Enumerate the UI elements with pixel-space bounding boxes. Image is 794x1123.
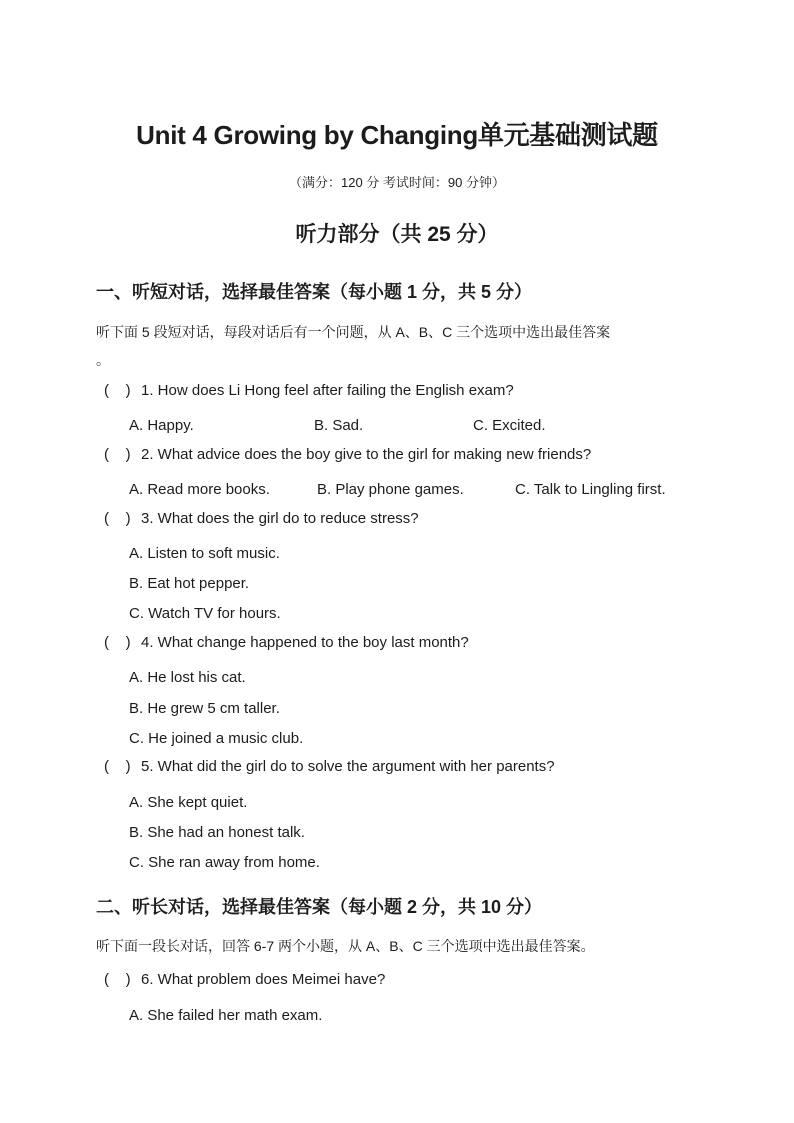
question-6-option-a: A. She failed her math exam.	[129, 1007, 323, 1024]
answer-bracket: ( )	[104, 510, 131, 527]
question-2-option-a: A. Read more books.	[129, 481, 270, 498]
answer-bracket: ( )	[104, 446, 131, 463]
question-3-option-c: C. Watch TV for hours.	[129, 605, 281, 622]
part1-heading: 一、听短对话，选择最佳答案（每小题 1 分，共 5 分）	[96, 282, 533, 302]
question-1: 1. How does Li Hong feel after failing the English exam?	[141, 382, 514, 399]
question-6: 6. What problem does Meimei have?	[141, 971, 386, 988]
part1-instruction: 听下面 5 段短对话，每段对话后有一个问题，从 A、B、C 三个选项中选出最佳答案	[96, 324, 611, 340]
question-2: 2. What advice does the boy give to the girl for making new friends?	[141, 446, 592, 463]
question-3-option-a: A. Listen to soft music.	[129, 545, 280, 562]
part2-heading: 二、听长对话，选择最佳答案（每小题 2 分，共 10 分）	[96, 897, 543, 917]
exam-info: （满分：120 分 考试时间：90 分钟）	[289, 175, 505, 190]
question-2-option-b: B. Play phone games.	[317, 481, 464, 498]
answer-bracket: ( )	[104, 971, 131, 988]
question-5-option-a: A. She kept quiet.	[129, 794, 248, 811]
question-5: 5. What did the girl do to solve the argument with her parents?	[141, 758, 555, 775]
question-3-option-b: B. Eat hot pepper.	[129, 575, 250, 592]
question-4-option-c: C. He joined a music club.	[129, 730, 304, 747]
part2-instruction: 听下面一段长对话，回答 6-7 两个小题，从 A、B、C 三个选项中选出最佳答案。	[96, 938, 595, 954]
question-4-option-a: A. He lost his cat.	[129, 669, 246, 686]
answer-bracket: ( )	[104, 382, 131, 399]
question-2-option-c: C. Talk to Lingling first.	[515, 481, 666, 498]
question-1-option-b: B. Sad.	[314, 417, 364, 434]
question-4-option-b: B. He grew 5 cm taller.	[129, 700, 280, 717]
part1-instruction-continued: 。	[96, 352, 110, 368]
answer-bracket: ( )	[104, 758, 131, 775]
question-5-option-b: B. She had an honest talk.	[129, 824, 305, 841]
question-5-option-c: C. She ran away from home.	[129, 854, 320, 871]
document-title: Unit 4 Growing by Changing单元基础测试题	[136, 120, 658, 150]
question-1-option-a: A. Happy.	[129, 417, 194, 434]
question-1-option-c: C. Excited.	[473, 417, 546, 434]
question-3: 3. What does the girl do to reduce stress?	[141, 510, 419, 527]
answer-bracket: ( )	[104, 634, 131, 651]
question-4: 4. What change happened to the boy last month?	[141, 634, 469, 651]
section-heading: 听力部分（共 25 分）	[295, 223, 499, 246]
